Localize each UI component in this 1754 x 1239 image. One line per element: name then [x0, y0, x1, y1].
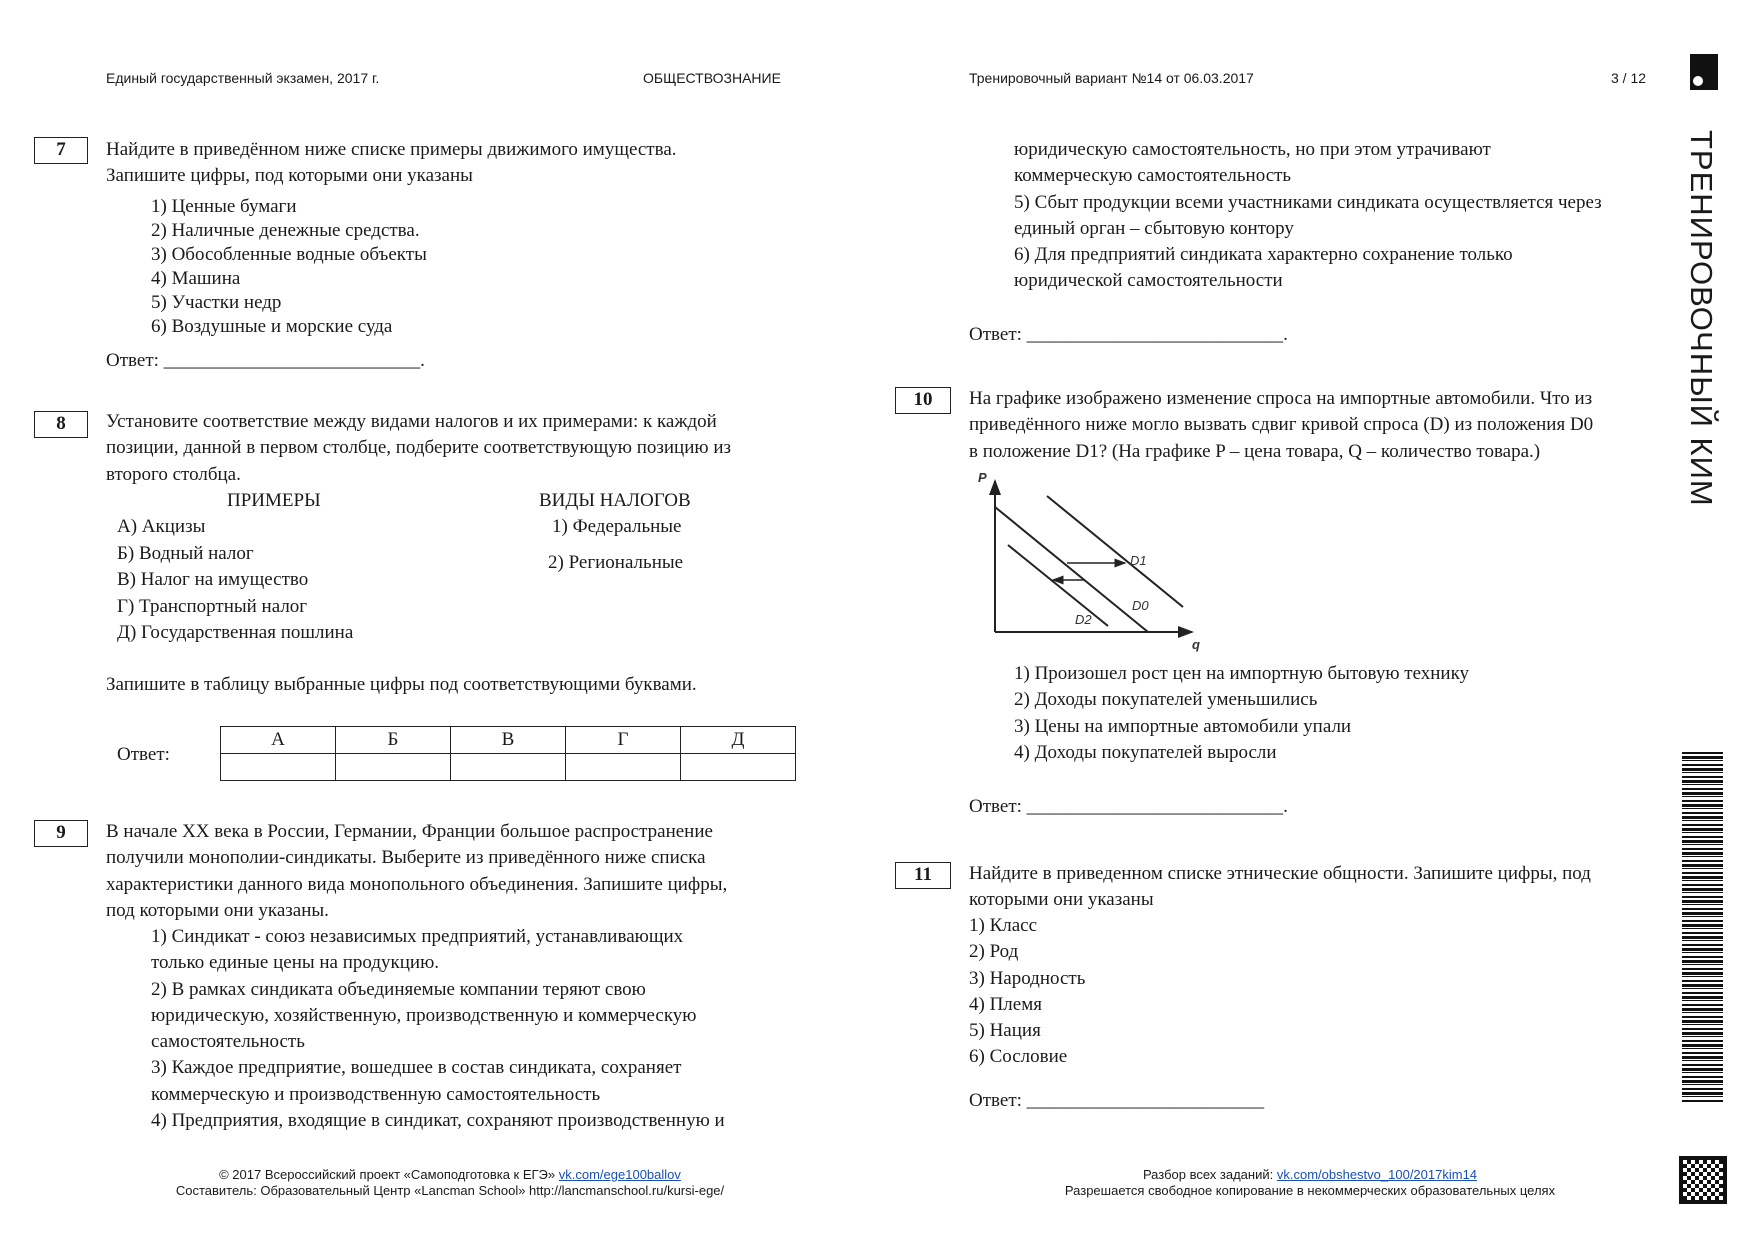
option: 5) Участки недр	[151, 292, 282, 313]
question-number-9: 9	[34, 820, 88, 847]
header-subject: ОБЩЕСТВОЗНАНИЕ	[643, 70, 781, 86]
q8-col2-item: 2) Региональные	[548, 552, 684, 573]
footer-right: Разбор всех заданий: vk.com/obshestvo_100/2017kim14 Разрешается свободное копирование в некоммерческих образовательных целях	[1064, 1167, 1556, 1198]
q11-answer-field[interactable]: Ответ: _________________________	[969, 1090, 1265, 1111]
answer-cell[interactable]	[336, 754, 451, 781]
footer-left: © 2017 Всероссийский проект «Самоподготовка к ЕГЭ» vk.com/ege100ballov Составитель: Образовательный Центр «Lancman School» http://lancmanschool.ru/kursi-ege/	[175, 1167, 725, 1198]
question-number-11: 11	[895, 862, 951, 889]
answer-cell[interactable]	[681, 754, 796, 781]
q7-options	[151, 195, 427, 339]
q10-text: На графике изображено изменение спроса на импортные автомобили. Что из приведённого ниже могло вызвать сдвиг кривой спроса (D) из положения D0 в положение D1? (На графике P – цена товара, Q – количество товара.)	[969, 388, 1594, 462]
header-exam: Единый государственный экзамен, 2017 г.	[106, 70, 380, 86]
demand-shift-graph	[960, 465, 1220, 655]
d0-label: D0	[1132, 598, 1149, 613]
curve-d1	[1047, 496, 1183, 607]
q8-answer-label: Ответ:	[117, 744, 170, 765]
question-number-8: 8	[34, 411, 88, 438]
barcode-icon	[1682, 752, 1723, 1102]
q9-text: В начале XX века в России, Германии, Франции большое распространение получили монополии-синдикаты. Выберите из приведённого ниже списка характеристики данного вида монопольного объединения. Запишите цифры, под которыми они указаны.	[106, 821, 728, 921]
header-variant: Тренировочный вариант №14 от 06.03.2017	[969, 70, 1254, 86]
q8-col1-list: А) Акцизы Б) Водный налог В) Налог на имущество Г) Транспортный налог Д) Государственная пошлина	[117, 516, 354, 643]
footer-link-ege100[interactable]: vk.com/ege100ballov	[558, 1167, 681, 1182]
q8-instruction: Запишите в таблицу выбранные цифры под соответствующими буквами.	[106, 674, 697, 695]
q8-answer-table: А Б В Г Д	[220, 726, 796, 781]
curve-d2	[1008, 545, 1108, 626]
answer-cell[interactable]	[221, 754, 336, 781]
q10-answer-field[interactable]: Ответ: ___________________________.	[969, 796, 1288, 817]
option: 1) Ценные бумаги	[151, 196, 297, 217]
q7-answer-field[interactable]: Ответ: ___________________________.	[106, 350, 425, 371]
side-label: ТРЕНИРОВОЧНЫЙ КИМ	[1684, 130, 1719, 507]
option: 6) Воздушные и морские суда	[151, 316, 393, 337]
option: 3) Обособленные водные объекты	[151, 244, 427, 265]
option: 4) Машина	[151, 268, 241, 289]
q7-text: Найдите в приведённом ниже списке примеры движимого имущества. Запишите цифры, под которыми они указаны	[106, 139, 677, 187]
corner-mark-icon	[1690, 54, 1718, 90]
option: 2) Наличные денежные средства.	[151, 220, 420, 241]
q9-answer-field[interactable]: Ответ: ___________________________.	[969, 324, 1288, 345]
q8-col1-title: ПРИМЕРЫ	[227, 490, 321, 511]
d1-label: D1	[1130, 553, 1147, 568]
question-number-7: 7	[34, 137, 88, 164]
q8-col2-item: 1) Федеральные	[552, 516, 682, 537]
q9-options-left: 1) Синдикат - союз независимых предприятий, устанавливающих только единые цены на продукцию. 2) В рамках синдиката объединяемые компании теряют свою юридическую, хозяйственную, производственную и коммерческую самостоятельность 3) Каждое предприятие, вошедшее в состав синдиката, сохраняет коммерческую и производственную самостоятельность 4) Предприятия, входящие в синдикат, сохраняют производственную и	[151, 926, 725, 1132]
page-number: 3 / 12	[1611, 70, 1647, 86]
answer-cell[interactable]	[451, 754, 566, 781]
q11-options: 1) Класс 2) Род 3) Народность 4) Племя 5) Нация 6) Сословие	[969, 915, 1086, 1068]
q8-text: Установите соответствие между видами налогов и их примерами: к каждой позиции, данной в первом столбце, подберите соответствующую позицию из второго столбца.	[106, 411, 731, 485]
footer-link-solutions[interactable]: vk.com/obshestvo_100/2017kim14	[1276, 1167, 1478, 1182]
q11-text: Найдите в приведенном списке этнические общности. Запишите цифры, под которыми они указаны	[969, 863, 1591, 911]
answer-cell[interactable]	[566, 754, 681, 781]
curve-d0	[995, 507, 1148, 632]
p-label: P	[978, 470, 987, 485]
question-number-10: 10	[895, 387, 951, 414]
qr-code-icon	[1679, 1156, 1727, 1204]
q10-options: 1) Произошел рост цен на импортную бытовую технику 2) Доходы покупателей уменьшились 3) Цены на импортные автомобили упали 4) Доходы покупателей выросли	[1014, 663, 1470, 763]
q8-col2-title: ВИДЫ НАЛОГОВ	[539, 490, 691, 511]
d2-label: D2	[1075, 612, 1092, 627]
q-label: q	[1192, 637, 1200, 652]
q9-options-right: юридическую самостоятельность, но при этом утрачивают коммерческую самостоятельность 5) Сбыт продукции всеми участниками синдиката осуществляется через единый орган – сбытовую контору 6) Для предприятий синдиката характерно сохранение только юридической самостоятельности	[1014, 139, 1602, 292]
